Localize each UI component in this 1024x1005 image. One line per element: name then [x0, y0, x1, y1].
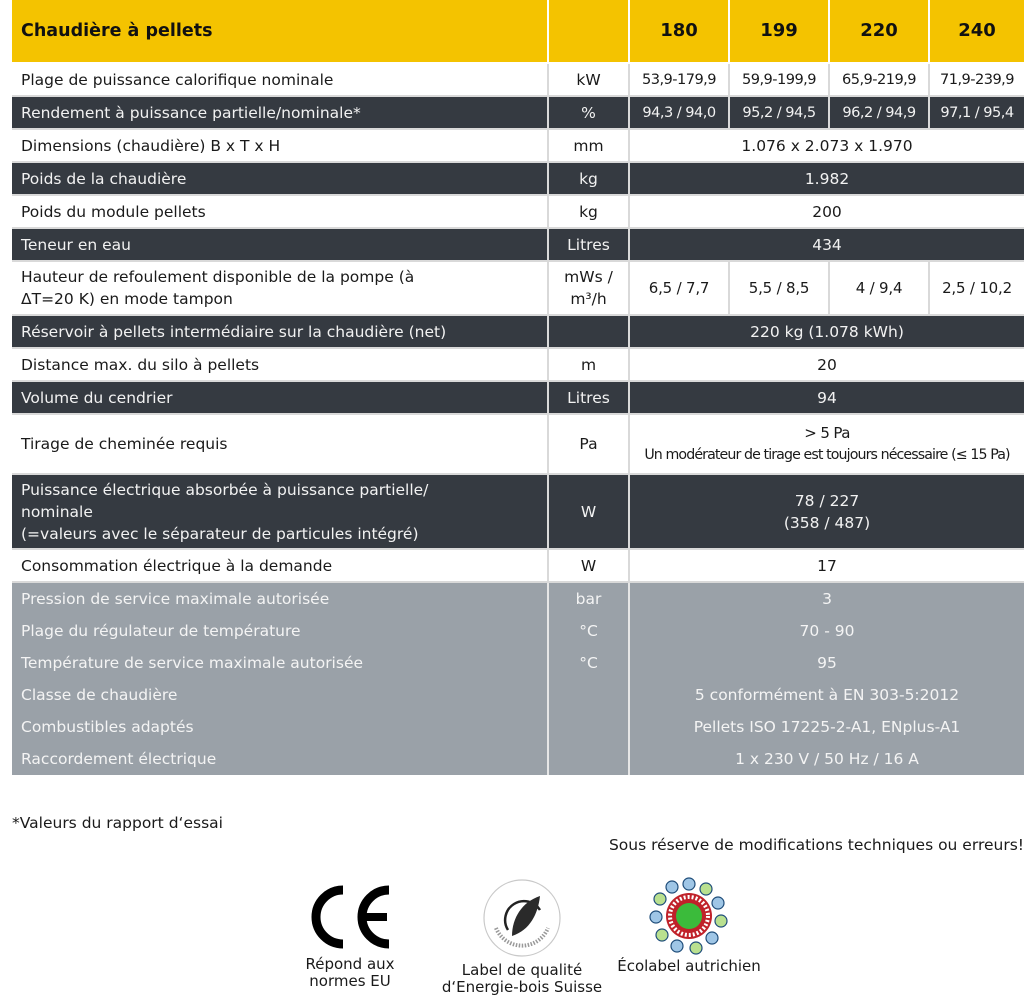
row-label: Distance max. du silo à pellets: [12, 348, 548, 381]
table-row: [12, 261, 1024, 315]
row-unit-line: mWs /: [564, 268, 613, 286]
row-label: Rendement à puissance partielle/nominale*: [12, 96, 548, 129]
row-label-line: Puissance électrique absorbée à puissance partielle/: [21, 480, 429, 499]
row-value: 96,2 / 94,9: [829, 96, 929, 129]
row-value: 1.982: [629, 162, 1024, 195]
row-value: 95: [629, 647, 1024, 679]
row-value: 97,1 / 95,4: [929, 96, 1024, 129]
row-label: Pression de service maximale autorisée: [12, 582, 548, 615]
swiss-label-block: [437, 884, 607, 996]
row-label: Classe de chaudière: [12, 679, 548, 711]
row-unit: Litres: [548, 381, 629, 414]
model-240-header: 240: [929, 0, 1024, 63]
table-row: [12, 615, 1024, 647]
row-label-line: Hauteur de refoulement disponible de la pompe (à: [21, 268, 415, 286]
ecolabel-block: [612, 884, 766, 975]
row-label: Température de service maximale autorisée: [12, 647, 548, 679]
row-unit: W: [548, 549, 629, 582]
table-row: [12, 63, 1024, 96]
row-unit-line: m³/h: [570, 290, 607, 308]
logo-caption: d‘Energie-bois Suisse: [441, 978, 603, 996]
row-unit: Litres: [548, 228, 629, 261]
row-value: 95,2 / 94,5: [729, 96, 829, 129]
row-value: 17: [629, 549, 1024, 582]
table-row: [12, 381, 1024, 414]
row-label: Tirage de cheminée requis: [12, 414, 548, 474]
row-value: 4 / 9,4: [829, 261, 929, 315]
table-row: [12, 129, 1024, 162]
row-value: 2,5 / 10,2: [929, 261, 1024, 315]
model-199-header: 199: [729, 0, 829, 63]
row-value: 71,9-239,9: [929, 63, 1024, 96]
row-label: Raccordement électrique: [12, 743, 548, 775]
ce-logo-block: [290, 884, 410, 990]
row-unit: [548, 679, 629, 711]
row-unit: mm: [548, 129, 629, 162]
row-value-line: > 5 Pa: [804, 424, 850, 442]
row-unit: kg: [548, 162, 629, 195]
ce-mark-icon: [305, 884, 395, 950]
logo-caption: Répond aux: [305, 955, 395, 973]
row-label: Dimensions (chaudière) B x T x H: [12, 129, 548, 162]
row-value: 94,3 / 94,0: [629, 96, 729, 129]
row-value: 3: [629, 582, 1024, 615]
table-row: [12, 474, 1024, 549]
table-row: [12, 711, 1024, 743]
row-value-line: Un modérateur de tirage est toujours nécessaire (≤ 15 Pa): [644, 447, 1010, 463]
row-unit: [548, 711, 629, 743]
model-180-header: 180: [629, 0, 729, 63]
row-value: 53,9-179,9: [629, 63, 729, 96]
row-value: 70 - 90: [629, 615, 1024, 647]
table-title: Chaudière à pellets: [12, 0, 548, 63]
row-unit: kg: [548, 195, 629, 228]
row-unit: kW: [548, 63, 629, 96]
logo-caption: Écolabel autrichien: [617, 957, 761, 975]
table-row: [12, 162, 1024, 195]
swiss-wood-energy-label-icon: [482, 878, 562, 958]
row-value: 65,9-219,9: [829, 63, 929, 96]
row-label: [12, 474, 548, 549]
row-unit: bar: [548, 582, 629, 615]
row-unit: °C: [548, 615, 629, 647]
row-label: Plage de puissance calorifique nominale: [12, 63, 548, 96]
table-row: [12, 228, 1024, 261]
table-row: [12, 679, 1024, 711]
row-label: Volume du cendrier: [12, 381, 548, 414]
row-label: [12, 261, 548, 315]
row-unit: [548, 743, 629, 775]
row-value: Pellets ISO 17225-2-A1, ENplus-A1: [629, 711, 1024, 743]
unit-header: [548, 0, 629, 63]
table-row: [12, 743, 1024, 775]
specifications-table: [12, 0, 1024, 775]
row-label: Poids du module pellets: [12, 195, 548, 228]
row-value: 6,5 / 7,7: [629, 261, 729, 315]
table-header-row: [12, 0, 1024, 63]
table-row: [12, 414, 1024, 474]
row-value: 1 x 230 V / 50 Hz / 16 A: [629, 743, 1024, 775]
row-value: 20: [629, 348, 1024, 381]
row-label-line: nominale: [21, 502, 93, 521]
row-label-line: (=valeurs avec le séparateur de particules intégré): [21, 524, 419, 543]
row-value: [629, 414, 1024, 474]
row-value: 200: [629, 195, 1024, 228]
row-value-line: (358 / 487): [783, 513, 871, 532]
table-row: [12, 96, 1024, 129]
footnote: *Valeurs du rapport d‘essai: [12, 814, 223, 832]
table-row: [12, 647, 1024, 679]
row-value: 220 kg (1.078 kWh): [629, 315, 1024, 348]
austrian-ecolabel-icon: [646, 876, 732, 956]
row-unit: m: [548, 348, 629, 381]
row-value: 5 conformément à EN 303-5:2012: [629, 679, 1024, 711]
row-label: Réservoir à pellets intermédiaire sur la chaudière (net): [12, 315, 548, 348]
row-unit: [548, 261, 629, 315]
table-row: [12, 315, 1024, 348]
row-label: Combustibles adaptés: [12, 711, 548, 743]
table-row: [12, 582, 1024, 615]
row-value: 59,9-199,9: [729, 63, 829, 96]
row-unit: %: [548, 96, 629, 129]
logo-caption: normes EU: [309, 972, 391, 990]
row-label-line: ΔT=20 K) en mode tampon: [21, 290, 233, 308]
row-value: 5,5 / 8,5: [729, 261, 829, 315]
row-value: 94: [629, 381, 1024, 414]
row-label: Consommation électrique à la demande: [12, 549, 548, 582]
table-row: [12, 195, 1024, 228]
row-unit: Pa: [548, 414, 629, 474]
table-row: [12, 549, 1024, 582]
row-value-line: 78 / 227: [794, 491, 860, 510]
table-row: [12, 348, 1024, 381]
row-unit: [548, 315, 629, 348]
row-value: [629, 474, 1024, 549]
row-label: Plage du régulateur de température: [12, 615, 548, 647]
model-220-header: 220: [829, 0, 929, 63]
logo-caption: Label de qualité: [461, 961, 583, 979]
row-label: Teneur en eau: [12, 228, 548, 261]
row-value: 1.076 x 2.073 x 1.970: [629, 129, 1024, 162]
row-value: 434: [629, 228, 1024, 261]
row-unit: °C: [548, 647, 629, 679]
disclaimer: Sous réserve de modifications techniques ou erreurs!: [608, 836, 1024, 854]
row-label: Poids de la chaudière: [12, 162, 548, 195]
row-unit: W: [548, 474, 629, 549]
